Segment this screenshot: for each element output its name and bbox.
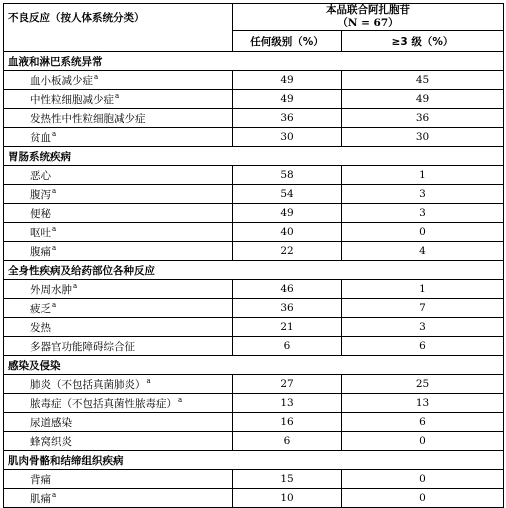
reaction-name: 蜂窝织炎 [30,435,72,448]
reaction-name-cell [4,71,233,90]
reaction-name-cell [4,375,233,394]
footnote-marker: a [178,396,183,404]
table-row [4,185,504,204]
reaction-name: 发热 [30,321,51,334]
reaction-name: 脓毒症（不包括真菌性脓毒症） [30,397,177,410]
reaction-name: 贫血 [30,131,51,144]
table-row [4,318,504,337]
table-row [4,90,504,109]
grade3-value: 0 [342,489,504,508]
reaction-name: 背痛 [30,473,51,486]
any-grade-header: 任何级别（%） [233,31,342,52]
reaction-name: 血小板减少症 [30,74,93,87]
grade3-value: 3 [342,318,504,337]
grade3-value: 13 [342,394,504,413]
reaction-name-cell [4,242,233,261]
any-grade-value: 49 [233,71,342,90]
reaction-name: 尿道感染 [30,416,72,429]
table-row [4,470,504,489]
section-row [4,261,504,280]
any-grade-value: 6 [233,432,342,451]
grade3-value: 0 [342,470,504,489]
grade3-value: 7 [342,299,504,318]
any-grade-value: 54 [233,185,342,204]
reaction-name-cell [4,280,233,299]
reaction-name-cell [4,223,233,242]
any-grade-value: 6 [233,337,342,356]
any-grade-value: 40 [233,223,342,242]
reaction-name: 肺炎（不包括真菌肺炎） [30,378,146,391]
reaction-name-cell [4,166,233,185]
footnote-marker: a [52,225,57,233]
reaction-name-cell [4,432,233,451]
table-row [4,204,504,223]
reaction-name-cell [4,299,233,318]
table-row [4,166,504,185]
reaction-name-cell [4,185,233,204]
section-row [4,451,504,470]
any-grade-value: 13 [233,394,342,413]
table-row [4,394,504,413]
table-row [4,128,504,147]
grade3-header: ≥3 级（%） [342,31,504,52]
table-row [4,71,504,90]
section-row [4,147,504,166]
grade3-value: 25 [342,375,504,394]
reaction-name-cell [4,413,233,432]
grade3-value: 1 [342,280,504,299]
table-row [4,109,504,128]
any-grade-value: 46 [233,280,342,299]
reaction-name: 腹痛 [30,245,51,258]
reaction-name: 中性粒细胞减少症 [30,93,114,106]
section-row [4,52,504,71]
grade3-value: 6 [342,337,504,356]
footnote-marker: a [52,301,57,309]
reaction-name: 外周水肿 [30,283,72,296]
any-grade-value: 30 [233,128,342,147]
treatment-group-header [233,4,504,31]
section-row [4,356,504,375]
footnote-marker: a [52,187,57,195]
any-grade-value: 21 [233,318,342,337]
section-title: 血液和淋巴系统异常 [4,52,504,71]
adverse-reactions-table [3,3,504,508]
any-grade-value: 10 [233,489,342,508]
reaction-name-cell [4,470,233,489]
table-row [4,489,504,508]
table-row [4,299,504,318]
reaction-name-cell [4,128,233,147]
ae-column-header: 不良反应（按人体系统分类） [4,4,233,52]
any-grade-value: 27 [233,375,342,394]
any-grade-value: 22 [233,242,342,261]
reaction-name: 呕吐 [30,226,51,239]
reaction-name: 便秘 [30,207,51,220]
section-title: 肌肉骨骼和结缔组织疾病 [4,451,504,470]
any-grade-value: 16 [233,413,342,432]
reaction-name-cell [4,109,233,128]
table-row [4,375,504,394]
grade3-value: 3 [342,204,504,223]
reaction-name: 恶心 [30,169,51,182]
any-grade-value: 49 [233,204,342,223]
reaction-name-cell [4,318,233,337]
table-row [4,280,504,299]
reaction-name: 多器官功能障碍综合征 [30,340,135,353]
footnote-marker: a [52,244,57,252]
footnote-marker: a [115,92,120,100]
section-title: 感染及侵染 [4,356,504,375]
any-grade-value: 15 [233,470,342,489]
table-row [4,242,504,261]
grade3-value: 3 [342,185,504,204]
footnote-marker: a [146,377,151,385]
any-grade-value: 36 [233,109,342,128]
reaction-name: 发热性中性粒细胞减少症 [30,112,146,125]
grade3-value: 30 [342,128,504,147]
section-title: 全身性疾病及给药部位各种反应 [4,261,504,280]
group-n: （N = 67） [337,17,399,29]
any-grade-value: 49 [233,90,342,109]
table-row [4,413,504,432]
footnote-marker: a [73,282,78,290]
footnote-marker: a [52,491,57,499]
reaction-name-cell [4,394,233,413]
footnote-marker: a [94,73,99,81]
section-title: 胃肠系统疾病 [4,147,504,166]
grade3-value: 1 [342,166,504,185]
reaction-name-cell [4,337,233,356]
grade3-value: 36 [342,109,504,128]
any-grade-value: 58 [233,166,342,185]
grade3-value: 0 [342,432,504,451]
table-row [4,223,504,242]
table-row [4,432,504,451]
header-row-1 [4,4,504,31]
reaction-name-cell [4,90,233,109]
reaction-name-cell [4,489,233,508]
grade3-value: 49 [342,90,504,109]
reaction-name: 腹泻 [30,188,51,201]
reaction-name: 疲乏 [30,302,51,315]
grade3-value: 4 [342,242,504,261]
table-row [4,337,504,356]
reaction-name: 肌痛 [30,492,51,505]
footnote-marker: a [52,130,57,138]
grade3-value: 0 [342,223,504,242]
group-title: 本品联合阿扎胞苷 [326,4,410,16]
grade3-value: 45 [342,71,504,90]
table-body [4,4,504,508]
reaction-name-cell [4,204,233,223]
grade3-value: 6 [342,413,504,432]
any-grade-value: 36 [233,299,342,318]
